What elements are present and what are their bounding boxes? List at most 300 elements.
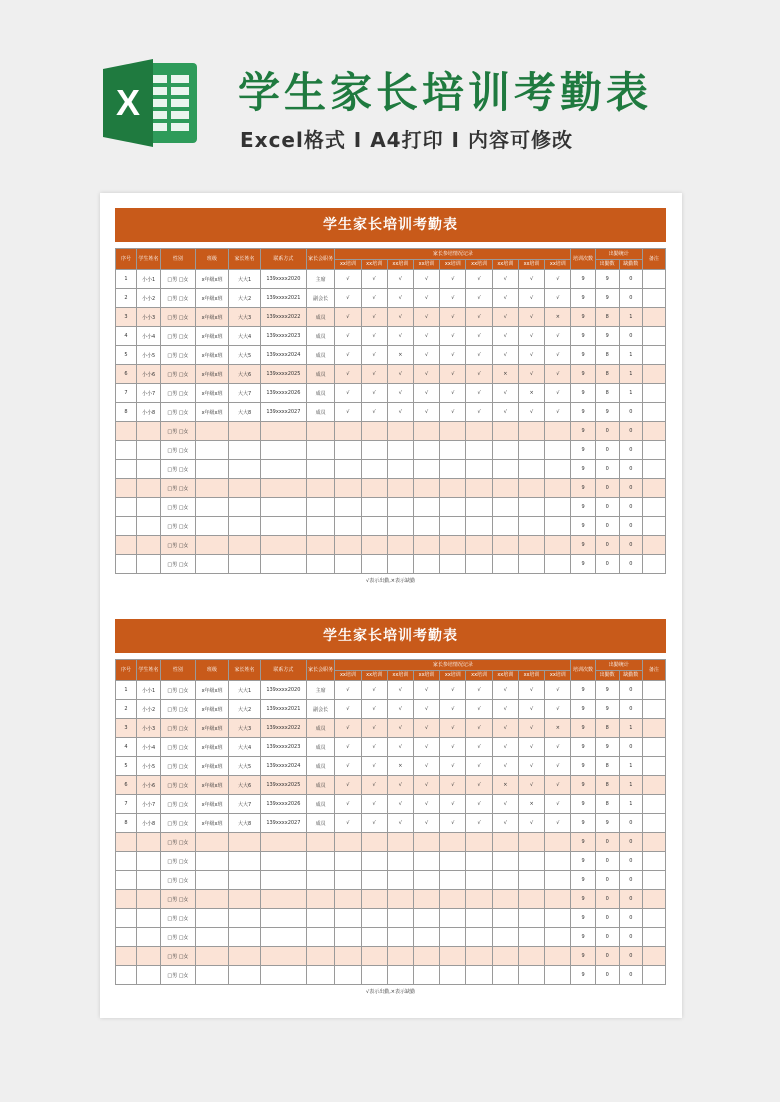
cell-times[interactable]: 9 (571, 384, 595, 403)
cell-gender[interactable]: □男 □女 (161, 776, 196, 795)
cell-attendance-mark[interactable] (518, 928, 544, 947)
cell-times[interactable]: 9 (571, 555, 595, 574)
cell-gender[interactable]: □男 □女 (161, 890, 196, 909)
cell-parent[interactable] (229, 947, 260, 966)
cell-attendance-mark[interactable] (413, 555, 439, 574)
cell-gender[interactable]: □男 □女 (161, 365, 196, 384)
cell-note[interactable] (642, 327, 665, 346)
cell-class[interactable]: x年级x班 (195, 289, 229, 308)
cell-attendance-mark[interactable]: × (387, 346, 413, 365)
cell-attendance-mark[interactable]: √ (492, 814, 518, 833)
cell-attendance-mark[interactable]: √ (440, 308, 466, 327)
cell-role[interactable] (306, 909, 334, 928)
cell-parent[interactable] (229, 871, 260, 890)
cell-attendance-mark[interactable]: √ (518, 681, 544, 700)
cell-present[interactable]: 0 (595, 498, 619, 517)
cell-attendance-mark[interactable]: √ (361, 814, 387, 833)
cell-attendance-mark[interactable] (492, 517, 518, 536)
cell-class[interactable] (195, 966, 229, 985)
cell-parent[interactable]: 大大3 (229, 308, 260, 327)
cell-parent[interactable] (229, 909, 260, 928)
cell-class[interactable]: x年级x班 (195, 365, 229, 384)
cell-attendance-mark[interactable]: √ (492, 738, 518, 757)
cell-attendance-mark[interactable]: √ (440, 403, 466, 422)
cell-attendance-mark[interactable] (413, 928, 439, 947)
cell-gender[interactable]: □男 □女 (161, 795, 196, 814)
cell-times[interactable]: 9 (571, 270, 595, 289)
cell-student[interactable] (136, 479, 160, 498)
cell-role[interactable]: 副会长 (306, 289, 334, 308)
cell-attendance-mark[interactable]: √ (413, 700, 439, 719)
cell-attendance-mark[interactable] (518, 517, 544, 536)
cell-student[interactable]: 小小5 (136, 346, 160, 365)
cell-contact[interactable]: 139xxxx2026 (260, 795, 306, 814)
cell-attendance-mark[interactable]: √ (387, 738, 413, 757)
cell-no[interactable] (116, 909, 137, 928)
cell-attendance-mark[interactable]: √ (492, 403, 518, 422)
cell-class[interactable]: x年级x班 (195, 700, 229, 719)
cell-attendance-mark[interactable] (545, 852, 571, 871)
cell-role[interactable]: 成员 (306, 308, 334, 327)
cell-contact[interactable] (260, 928, 306, 947)
cell-attendance-mark[interactable]: × (545, 719, 571, 738)
cell-attendance-mark[interactable]: √ (466, 700, 492, 719)
cell-attendance-mark[interactable] (361, 909, 387, 928)
cell-attendance-mark[interactable]: √ (440, 757, 466, 776)
cell-parent[interactable] (229, 517, 260, 536)
cell-attendance-mark[interactable]: √ (335, 365, 361, 384)
cell-attendance-mark[interactable]: √ (335, 346, 361, 365)
cell-present[interactable]: 0 (595, 890, 619, 909)
cell-present[interactable]: 9 (595, 327, 619, 346)
cell-absent[interactable]: 0 (619, 536, 642, 555)
cell-no[interactable] (116, 947, 137, 966)
cell-class[interactable]: x年级x班 (195, 681, 229, 700)
cell-attendance-mark[interactable]: √ (545, 270, 571, 289)
cell-role[interactable] (306, 852, 334, 871)
cell-attendance-mark[interactable]: √ (466, 757, 492, 776)
cell-attendance-mark[interactable] (361, 479, 387, 498)
cell-attendance-mark[interactable] (518, 536, 544, 555)
cell-gender[interactable]: □男 □女 (161, 289, 196, 308)
cell-attendance-mark[interactable] (440, 833, 466, 852)
cell-role[interactable] (306, 536, 334, 555)
cell-contact[interactable] (260, 441, 306, 460)
cell-gender[interactable]: □男 □女 (161, 479, 196, 498)
cell-no[interactable] (116, 928, 137, 947)
cell-attendance-mark[interactable] (440, 890, 466, 909)
cell-no[interactable]: 1 (116, 681, 137, 700)
cell-no[interactable]: 4 (116, 327, 137, 346)
cell-student[interactable]: 小小2 (136, 289, 160, 308)
cell-times[interactable]: 9 (571, 441, 595, 460)
cell-note[interactable] (642, 517, 665, 536)
cell-attendance-mark[interactable]: √ (545, 384, 571, 403)
cell-contact[interactable]: 139xxxx2021 (260, 289, 306, 308)
cell-role[interactable]: 成员 (306, 327, 334, 346)
cell-attendance-mark[interactable] (545, 947, 571, 966)
cell-times[interactable]: 9 (571, 403, 595, 422)
cell-gender[interactable]: □男 □女 (161, 757, 196, 776)
cell-attendance-mark[interactable]: √ (518, 346, 544, 365)
cell-attendance-mark[interactable]: √ (361, 700, 387, 719)
cell-note[interactable] (642, 852, 665, 871)
cell-attendance-mark[interactable]: √ (361, 795, 387, 814)
cell-attendance-mark[interactable]: √ (387, 327, 413, 346)
cell-contact[interactable]: 139xxxx2022 (260, 719, 306, 738)
cell-attendance-mark[interactable]: √ (440, 289, 466, 308)
cell-attendance-mark[interactable]: × (518, 384, 544, 403)
cell-role[interactable]: 成员 (306, 814, 334, 833)
cell-class[interactable]: x年级x班 (195, 776, 229, 795)
cell-parent[interactable]: 大大1 (229, 681, 260, 700)
cell-parent[interactable] (229, 479, 260, 498)
cell-attendance-mark[interactable]: √ (335, 814, 361, 833)
cell-attendance-mark[interactable] (361, 460, 387, 479)
cell-attendance-mark[interactable]: √ (413, 719, 439, 738)
cell-attendance-mark[interactable]: √ (361, 719, 387, 738)
cell-attendance-mark[interactable]: √ (518, 289, 544, 308)
cell-no[interactable]: 4 (116, 738, 137, 757)
cell-attendance-mark[interactable] (413, 498, 439, 517)
cell-student[interactable] (136, 536, 160, 555)
cell-attendance-mark[interactable]: √ (545, 289, 571, 308)
cell-present[interactable]: 0 (595, 536, 619, 555)
cell-contact[interactable]: 139xxxx2021 (260, 700, 306, 719)
cell-attendance-mark[interactable]: √ (440, 270, 466, 289)
cell-attendance-mark[interactable]: √ (335, 270, 361, 289)
cell-class[interactable]: x年级x班 (195, 403, 229, 422)
cell-no[interactable]: 5 (116, 757, 137, 776)
cell-attendance-mark[interactable] (361, 852, 387, 871)
cell-times[interactable]: 9 (571, 947, 595, 966)
cell-parent[interactable]: 大大6 (229, 365, 260, 384)
cell-attendance-mark[interactable] (387, 517, 413, 536)
cell-attendance-mark[interactable] (335, 833, 361, 852)
cell-present[interactable]: 8 (595, 719, 619, 738)
cell-attendance-mark[interactable]: √ (545, 700, 571, 719)
cell-absent[interactable]: 0 (619, 422, 642, 441)
cell-no[interactable]: 8 (116, 814, 137, 833)
cell-attendance-mark[interactable]: √ (466, 308, 492, 327)
cell-student[interactable]: 小小1 (136, 270, 160, 289)
cell-present[interactable]: 0 (595, 460, 619, 479)
cell-present[interactable]: 0 (595, 555, 619, 574)
cell-role[interactable]: 成员 (306, 403, 334, 422)
cell-attendance-mark[interactable]: √ (335, 384, 361, 403)
cell-attendance-mark[interactable]: √ (361, 365, 387, 384)
cell-contact[interactable]: 139xxxx2024 (260, 346, 306, 365)
cell-attendance-mark[interactable] (361, 536, 387, 555)
cell-attendance-mark[interactable] (466, 422, 492, 441)
cell-times[interactable]: 9 (571, 536, 595, 555)
cell-attendance-mark[interactable] (413, 890, 439, 909)
cell-times[interactable]: 9 (571, 719, 595, 738)
cell-attendance-mark[interactable]: √ (335, 327, 361, 346)
cell-times[interactable]: 9 (571, 517, 595, 536)
cell-class[interactable]: x年级x班 (195, 814, 229, 833)
cell-attendance-mark[interactable]: √ (335, 795, 361, 814)
cell-note[interactable] (642, 346, 665, 365)
cell-attendance-mark[interactable]: √ (335, 403, 361, 422)
cell-attendance-mark[interactable]: √ (387, 814, 413, 833)
cell-parent[interactable]: 大大3 (229, 719, 260, 738)
cell-attendance-mark[interactable] (440, 909, 466, 928)
cell-no[interactable]: 5 (116, 346, 137, 365)
cell-attendance-mark[interactable] (335, 536, 361, 555)
cell-attendance-mark[interactable]: √ (413, 738, 439, 757)
cell-contact[interactable] (260, 833, 306, 852)
cell-present[interactable]: 0 (595, 966, 619, 985)
cell-attendance-mark[interactable] (492, 909, 518, 928)
cell-attendance-mark[interactable]: √ (335, 308, 361, 327)
cell-absent[interactable]: 0 (619, 909, 642, 928)
cell-attendance-mark[interactable]: √ (466, 403, 492, 422)
cell-attendance-mark[interactable]: √ (413, 384, 439, 403)
cell-attendance-mark[interactable]: √ (518, 700, 544, 719)
cell-absent[interactable]: 0 (619, 852, 642, 871)
cell-attendance-mark[interactable]: × (545, 308, 571, 327)
cell-role[interactable] (306, 517, 334, 536)
cell-attendance-mark[interactable] (361, 498, 387, 517)
cell-attendance-mark[interactable] (545, 441, 571, 460)
cell-attendance-mark[interactable]: √ (545, 776, 571, 795)
cell-attendance-mark[interactable] (440, 479, 466, 498)
cell-attendance-mark[interactable] (545, 479, 571, 498)
cell-attendance-mark[interactable] (545, 460, 571, 479)
cell-attendance-mark[interactable]: √ (387, 681, 413, 700)
cell-gender[interactable]: □男 □女 (161, 384, 196, 403)
cell-student[interactable] (136, 909, 160, 928)
cell-class[interactable] (195, 947, 229, 966)
cell-attendance-mark[interactable]: √ (492, 795, 518, 814)
cell-role[interactable] (306, 890, 334, 909)
cell-role[interactable]: 成员 (306, 776, 334, 795)
cell-contact[interactable] (260, 422, 306, 441)
cell-attendance-mark[interactable] (413, 833, 439, 852)
cell-attendance-mark[interactable] (466, 555, 492, 574)
cell-parent[interactable]: 大大7 (229, 795, 260, 814)
cell-class[interactable] (195, 833, 229, 852)
cell-attendance-mark[interactable] (361, 833, 387, 852)
cell-absent[interactable]: 1 (619, 308, 642, 327)
cell-attendance-mark[interactable] (440, 928, 466, 947)
cell-role[interactable] (306, 871, 334, 890)
cell-attendance-mark[interactable] (518, 966, 544, 985)
cell-attendance-mark[interactable]: √ (361, 327, 387, 346)
cell-attendance-mark[interactable]: √ (545, 795, 571, 814)
cell-present[interactable]: 8 (595, 757, 619, 776)
cell-contact[interactable] (260, 966, 306, 985)
cell-gender[interactable]: □男 □女 (161, 422, 196, 441)
cell-class[interactable]: x年级x班 (195, 384, 229, 403)
cell-class[interactable] (195, 852, 229, 871)
cell-attendance-mark[interactable] (413, 909, 439, 928)
cell-class[interactable] (195, 928, 229, 947)
cell-attendance-mark[interactable]: √ (545, 757, 571, 776)
cell-contact[interactable] (260, 517, 306, 536)
cell-student[interactable]: 小小8 (136, 814, 160, 833)
cell-attendance-mark[interactable]: √ (413, 365, 439, 384)
cell-attendance-mark[interactable]: √ (492, 719, 518, 738)
cell-parent[interactable] (229, 460, 260, 479)
cell-gender[interactable]: □男 □女 (161, 403, 196, 422)
cell-no[interactable]: 3 (116, 308, 137, 327)
cell-student[interactable] (136, 555, 160, 574)
cell-attendance-mark[interactable] (518, 441, 544, 460)
cell-times[interactable]: 9 (571, 289, 595, 308)
cell-attendance-mark[interactable]: √ (466, 776, 492, 795)
cell-note[interactable] (642, 270, 665, 289)
cell-contact[interactable]: 139xxxx2023 (260, 327, 306, 346)
cell-note[interactable] (642, 555, 665, 574)
cell-absent[interactable]: 0 (619, 555, 642, 574)
cell-contact[interactable]: 139xxxx2020 (260, 270, 306, 289)
cell-contact[interactable]: 139xxxx2024 (260, 757, 306, 776)
cell-attendance-mark[interactable]: √ (361, 403, 387, 422)
cell-no[interactable] (116, 479, 137, 498)
cell-attendance-mark[interactable] (335, 498, 361, 517)
cell-attendance-mark[interactable]: √ (335, 681, 361, 700)
cell-attendance-mark[interactable]: √ (518, 365, 544, 384)
cell-absent[interactable]: 0 (619, 966, 642, 985)
cell-note[interactable] (642, 384, 665, 403)
cell-times[interactable]: 9 (571, 365, 595, 384)
cell-attendance-mark[interactable]: √ (518, 776, 544, 795)
cell-attendance-mark[interactable]: √ (387, 308, 413, 327)
cell-times[interactable]: 9 (571, 479, 595, 498)
cell-attendance-mark[interactable] (518, 852, 544, 871)
cell-gender[interactable]: □男 □女 (161, 536, 196, 555)
cell-contact[interactable] (260, 871, 306, 890)
cell-no[interactable]: 8 (116, 403, 137, 422)
cell-role[interactable] (306, 422, 334, 441)
cell-attendance-mark[interactable]: √ (518, 327, 544, 346)
cell-student[interactable] (136, 517, 160, 536)
cell-attendance-mark[interactable] (545, 536, 571, 555)
cell-present[interactable]: 0 (595, 441, 619, 460)
cell-absent[interactable]: 1 (619, 365, 642, 384)
cell-role[interactable]: 副会长 (306, 700, 334, 719)
cell-attendance-mark[interactable] (492, 852, 518, 871)
cell-role[interactable] (306, 555, 334, 574)
cell-note[interactable] (642, 460, 665, 479)
cell-attendance-mark[interactable] (361, 555, 387, 574)
cell-note[interactable] (642, 536, 665, 555)
cell-attendance-mark[interactable] (335, 947, 361, 966)
cell-times[interactable]: 9 (571, 966, 595, 985)
cell-attendance-mark[interactable]: √ (387, 289, 413, 308)
cell-gender[interactable]: □男 □女 (161, 308, 196, 327)
cell-attendance-mark[interactable]: √ (387, 776, 413, 795)
cell-present[interactable]: 9 (595, 738, 619, 757)
cell-attendance-mark[interactable] (466, 890, 492, 909)
cell-times[interactable]: 9 (571, 909, 595, 928)
cell-role[interactable] (306, 833, 334, 852)
cell-times[interactable]: 9 (571, 498, 595, 517)
cell-present[interactable]: 9 (595, 289, 619, 308)
cell-attendance-mark[interactable]: √ (440, 346, 466, 365)
cell-attendance-mark[interactable]: √ (335, 700, 361, 719)
cell-attendance-mark[interactable] (387, 890, 413, 909)
cell-present[interactable]: 9 (595, 270, 619, 289)
cell-parent[interactable] (229, 928, 260, 947)
cell-no[interactable]: 7 (116, 795, 137, 814)
cell-contact[interactable] (260, 460, 306, 479)
cell-present[interactable]: 8 (595, 795, 619, 814)
cell-contact[interactable]: 139xxxx2027 (260, 403, 306, 422)
cell-attendance-mark[interactable] (545, 928, 571, 947)
cell-absent[interactable]: 0 (619, 270, 642, 289)
cell-attendance-mark[interactable] (335, 441, 361, 460)
cell-attendance-mark[interactable] (466, 947, 492, 966)
cell-attendance-mark[interactable] (545, 517, 571, 536)
cell-attendance-mark[interactable]: √ (466, 346, 492, 365)
cell-note[interactable] (642, 479, 665, 498)
cell-times[interactable]: 9 (571, 681, 595, 700)
cell-times[interactable]: 9 (571, 422, 595, 441)
cell-attendance-mark[interactable] (387, 871, 413, 890)
cell-times[interactable]: 9 (571, 757, 595, 776)
cell-note[interactable] (642, 871, 665, 890)
cell-parent[interactable] (229, 422, 260, 441)
cell-note[interactable] (642, 928, 665, 947)
cell-student[interactable]: 小小7 (136, 795, 160, 814)
cell-absent[interactable]: 0 (619, 681, 642, 700)
cell-attendance-mark[interactable]: √ (440, 384, 466, 403)
cell-gender[interactable]: □男 □女 (161, 327, 196, 346)
cell-gender[interactable]: □男 □女 (161, 498, 196, 517)
cell-attendance-mark[interactable]: √ (413, 346, 439, 365)
cell-class[interactable]: x年级x班 (195, 738, 229, 757)
cell-role[interactable] (306, 966, 334, 985)
cell-attendance-mark[interactable]: √ (413, 270, 439, 289)
cell-parent[interactable] (229, 555, 260, 574)
cell-class[interactable]: x年级x班 (195, 270, 229, 289)
cell-times[interactable]: 9 (571, 700, 595, 719)
cell-times[interactable]: 9 (571, 327, 595, 346)
cell-attendance-mark[interactable] (492, 422, 518, 441)
cell-absent[interactable]: 0 (619, 327, 642, 346)
cell-contact[interactable]: 139xxxx2026 (260, 384, 306, 403)
cell-no[interactable] (116, 460, 137, 479)
cell-attendance-mark[interactable] (466, 928, 492, 947)
cell-attendance-mark[interactable]: √ (440, 681, 466, 700)
cell-attendance-mark[interactable]: √ (335, 289, 361, 308)
cell-attendance-mark[interactable] (466, 460, 492, 479)
cell-student[interactable] (136, 498, 160, 517)
cell-no[interactable] (116, 966, 137, 985)
cell-parent[interactable]: 大大8 (229, 403, 260, 422)
cell-attendance-mark[interactable]: √ (466, 270, 492, 289)
cell-attendance-mark[interactable]: √ (466, 719, 492, 738)
cell-attendance-mark[interactable] (387, 947, 413, 966)
cell-attendance-mark[interactable] (466, 852, 492, 871)
cell-no[interactable]: 2 (116, 700, 137, 719)
cell-note[interactable] (642, 289, 665, 308)
cell-attendance-mark[interactable]: √ (492, 308, 518, 327)
cell-gender[interactable]: □男 □女 (161, 966, 196, 985)
cell-contact[interactable] (260, 852, 306, 871)
cell-gender[interactable]: □男 □女 (161, 947, 196, 966)
cell-parent[interactable]: 大大6 (229, 776, 260, 795)
cell-gender[interactable]: □男 □女 (161, 460, 196, 479)
cell-attendance-mark[interactable] (413, 536, 439, 555)
cell-times[interactable]: 9 (571, 928, 595, 947)
cell-attendance-mark[interactable]: × (492, 365, 518, 384)
cell-attendance-mark[interactable] (440, 947, 466, 966)
cell-attendance-mark[interactable] (492, 966, 518, 985)
